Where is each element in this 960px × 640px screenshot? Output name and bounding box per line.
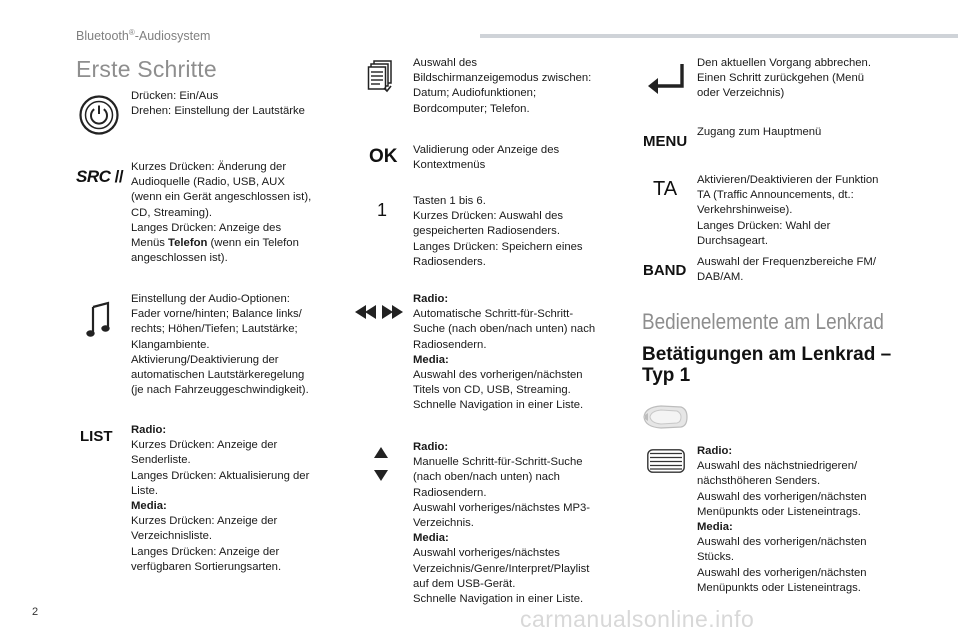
steering-scroll-wheel-icon [647, 449, 685, 473]
steering-section-title: Bedienelemente am Lenkrad [642, 309, 884, 334]
ta-description: Aktivieren/Deaktivieren der Funktion TA (Traffic Announcements, dt.: Verkehrshinweise). Langes Drücken: Wahl der Durchsageart. [697, 174, 879, 247]
audio-options-description: Einstellung der Audio-Optionen: Fader vorne/hinten; Balance links/ rechts; Höhen/Tiefen; Lautstärke; Klangambiente. Aktivierung/Deaktivierung der automatischen Lautstärkeregelung (je nach Fahrzeuggeschwindigkeit). [131, 293, 309, 397]
band-icon: BAND [643, 262, 687, 279]
src-icon: SRC // [76, 167, 124, 186]
src-description: Kurzes Drücken: Änderung der Audioquelle (Radio, USB, AUX (wenn ein Gerät angeschlossen ist), CD, Streaming). Langes Drücken: Anzeige des Menüs Telefon (wenn ein Telefon angeschlossen ist). [131, 161, 312, 265]
header-rule [480, 34, 958, 38]
list-icon: LIST [80, 428, 113, 445]
band-description: Auswahl der Frequenzbereiche FM/ DAB/AM. [697, 256, 876, 284]
up-down-description: Radio: Manuelle Schritt-für-Schritt-Suche (nach oben/nach unten) nach Radiosendern. Auswahl vorheriges/nächstes MP3- Verzeichnis. Media: Auswahl vorheriges/nächstes Verzeichnis/Genre/Interpret/Playlist auf dem USB-Gerät. Schnelle Navigation in einer Liste. [413, 441, 591, 606]
menu-description: Zugang zum Hauptmenü [697, 126, 822, 138]
display-mode-description: Auswahl des Bildschirmanzeigemodus zwischen: Datum; Audiofunktionen; Bordcomputer; Telefon. [413, 57, 592, 115]
seek-left-right-description: Radio: Automatische Schritt-für-Schritt- Suche (nach oben/nach unten) nach Radiosendern. Media: Auswahl des vorherigen/nächsten Titels von CD, USB, Streaming. Schnelle Navigation in einer Liste. [413, 293, 596, 412]
preset-key-icon: 1 [377, 200, 388, 220]
section-title: Erste Schritte [76, 56, 217, 82]
menu-icon: MENU [643, 133, 688, 150]
steering-subtitle: Betätigungen am Lenkrad – Typ 1 [642, 344, 892, 386]
display-mode-icon [368, 60, 394, 92]
page-number: 2 [32, 606, 39, 618]
steering-control-icon [641, 404, 689, 430]
power-icon [79, 95, 119, 135]
music-note-icon [86, 301, 112, 339]
seek-left-right-icon [355, 305, 403, 319]
power-description: Drücken: Ein/Aus Drehen: Einstellung der Lautstärke [131, 90, 305, 118]
back-arrow-icon [646, 62, 686, 96]
watermark: carmanualsonline.info [520, 606, 755, 632]
steering-wheel-description: Radio: Auswahl des nächstniedrigeren/ nächsthöheren Senders. Auswahl des vorherigen/nächsten Menüpunkts oder Listeneintrags. Media: Auswahl des vorherigen/nächsten Stücks. Auswahl des vorherigen/nächsten Menüpunkts oder Listeneintrags. [697, 445, 867, 594]
header-title: Bluetooth®-Audiosystem [76, 28, 211, 44]
ta-icon: TA [653, 178, 678, 200]
up-down-arrows-icon [374, 447, 388, 481]
list-description: Radio: Kurzes Drücken: Anzeige der Senderliste. Langes Drücken: Aktualisierung der Liste. Media: Kurzes Drücken: Anzeige der Verzeichnisliste. Langes Drücken: Anzeige der verfügbaren Sortierungsarten. [131, 424, 310, 573]
ok-icon: OK [369, 146, 398, 167]
preset-keys-description: Tasten 1 bis 6. Kurzes Drücken: Auswahl des gespeicherten Radiosenders. Langes Drücken: Speichern eines Radiosenders. [413, 195, 583, 268]
ok-description: Validierung oder Anzeige des Kontextmenüs [413, 144, 560, 172]
back-description: Den aktuellen Vorgang abbrechen. Einen Schritt zurückgehen (Menü oder Verzeichnis) [697, 57, 871, 100]
